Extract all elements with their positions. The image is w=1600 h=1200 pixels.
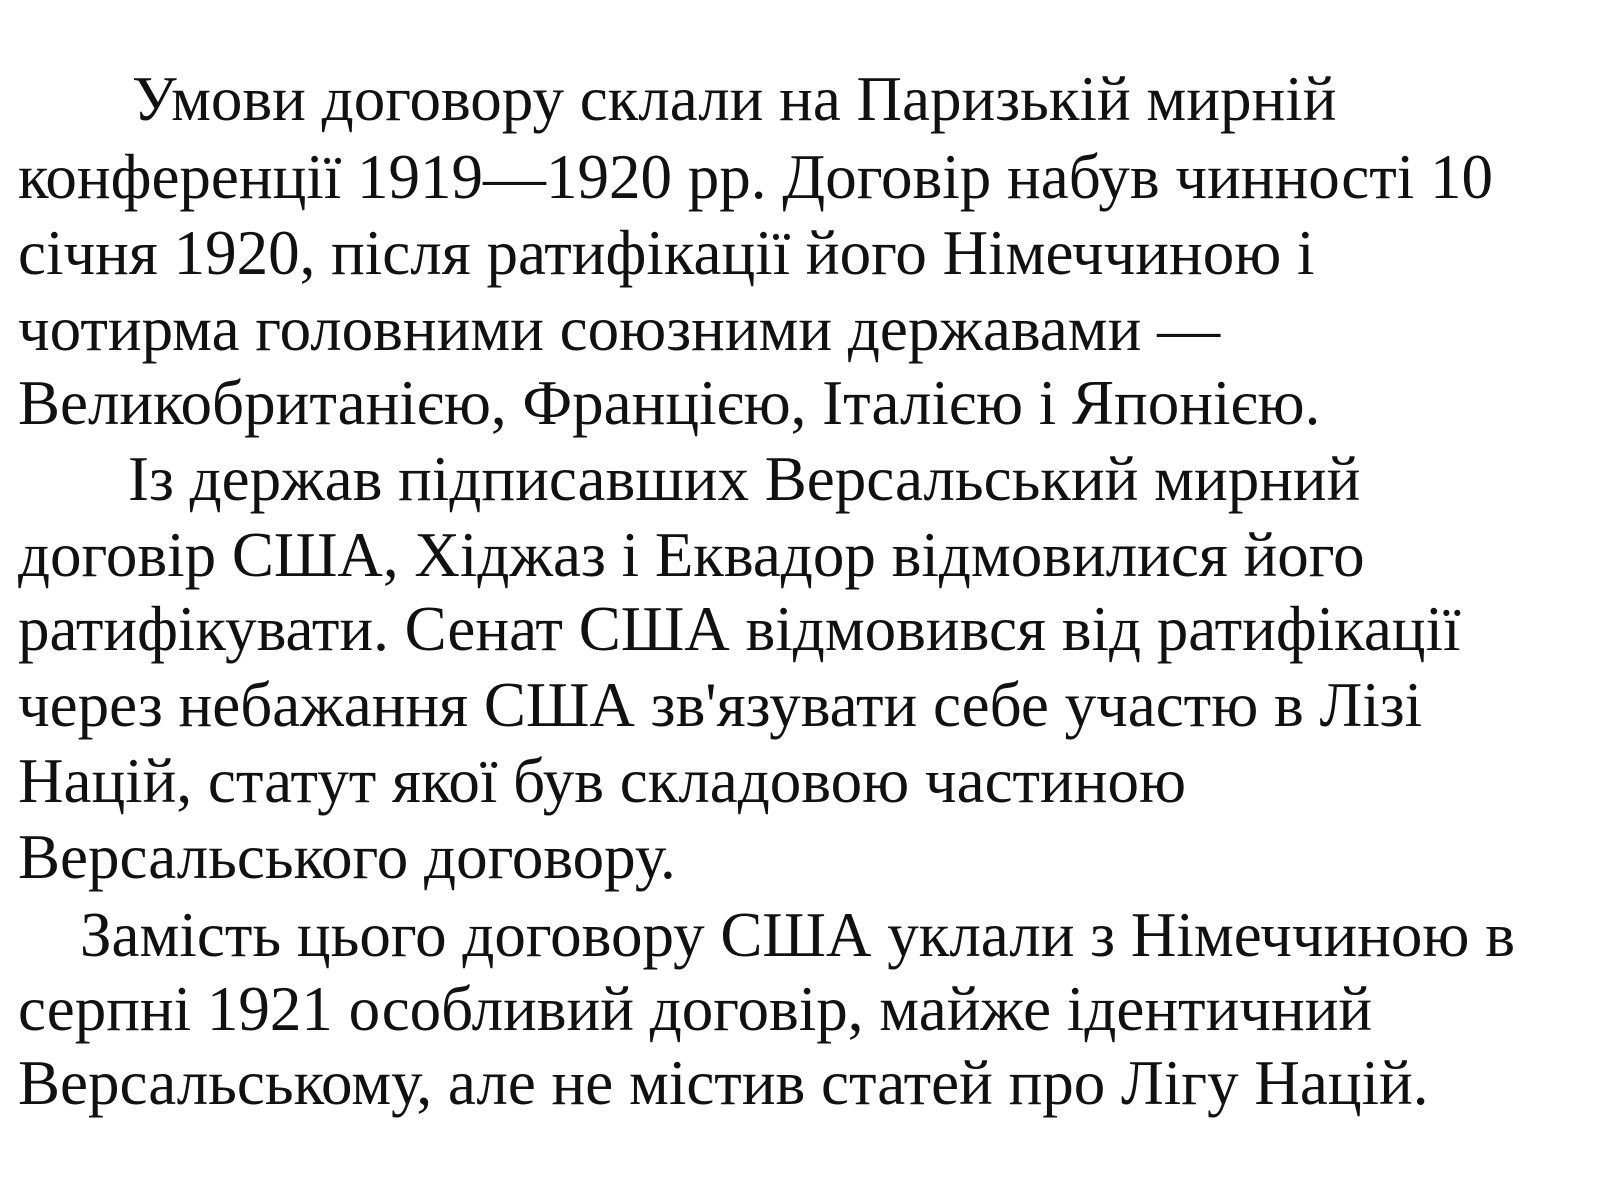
paragraph-3-line-1: Замість цього договору США уклали з Німеччиною в [80, 900, 1515, 970]
paragraph-2-line-6: Версальського договору. [18, 822, 676, 892]
paragraph-2-line-5: Націй, статут якої був складовою частиною [18, 746, 1187, 816]
paragraph-2-line-2: договір США, Хіджаз і Еквадор відмовилися його [18, 520, 1365, 590]
paragraph-2-line-4: через небажання США зв'язувати себе участю в Лізі [18, 670, 1423, 740]
paragraph-1-line-3: січня 1920, після ратифікації його Німеччиною і [18, 218, 1315, 288]
paragraph-1-line-5: Великобританією, Францією, Італією і Японією. [18, 368, 1321, 438]
paragraph-3-line-3: Версальському, але не містив статей про Лігу Націй. [18, 1048, 1429, 1118]
paragraph-2-line-3: ратифікувати. Сенат США відмовився від ратифікації [18, 594, 1461, 664]
paragraph-1-line-2: конференції 1919—1920 рр. Договір набув чинності 10 [18, 142, 1494, 212]
paragraph-3-line-2: серпні 1921 особливий договір, майже ідентичний [18, 974, 1373, 1044]
paragraph-1-line-4: чотирма головними союзними державами — [18, 294, 1221, 364]
paragraph-2-line-1: Із держав підписавших Версальський мирний [128, 444, 1361, 514]
paragraph-1-line-1: Умови договору склали на Паризькій мирній [132, 64, 1337, 134]
